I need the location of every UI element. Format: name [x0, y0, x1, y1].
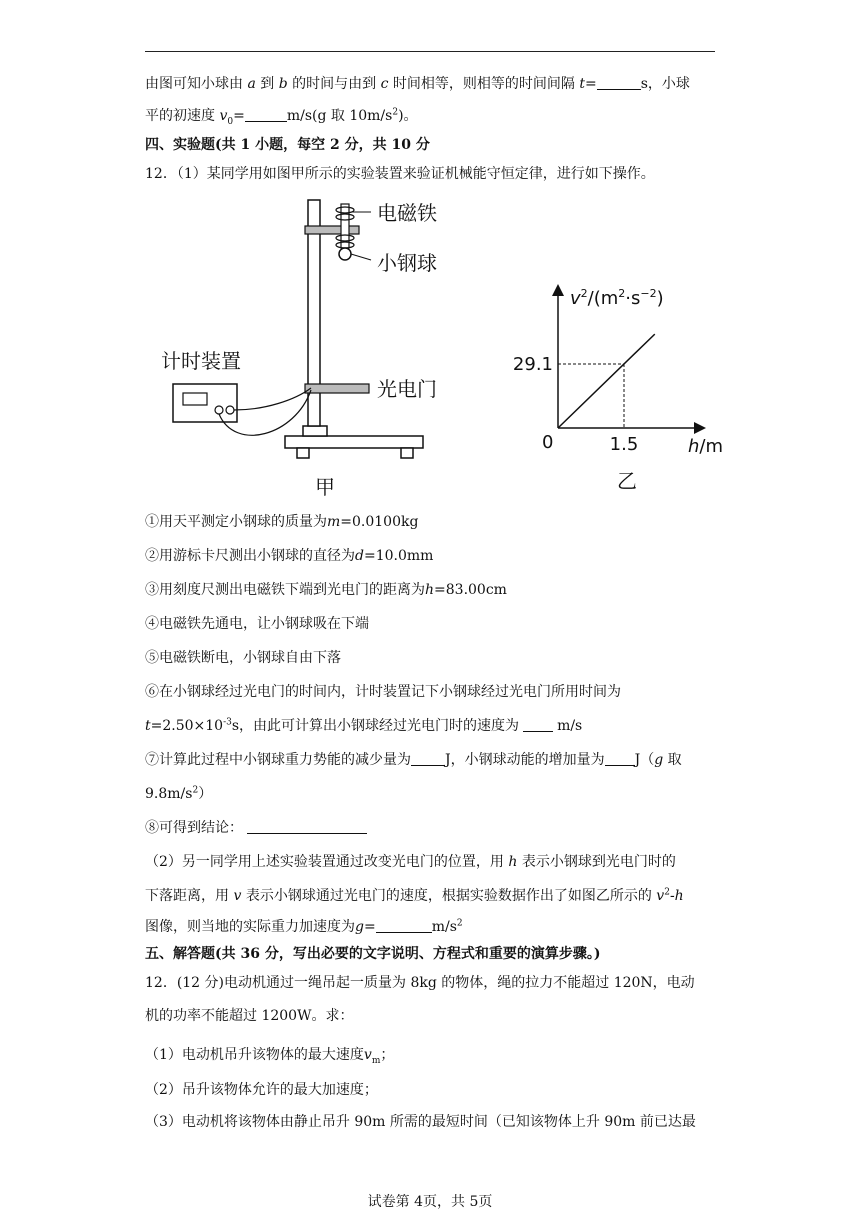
- part-2-end: 图像，则当地的实际重力加速度为$g= m/s^2$: [145, 918, 463, 935]
- photogate-arm: [305, 384, 369, 393]
- upper-arm: [305, 226, 359, 234]
- text-line-initial-velocity: 平的初速度 $v_0= m/s(g$ 取 $10m/s^2$)。: [145, 107, 418, 127]
- step-2: ②用游标卡尺测出小钢球的直径为d=10.0mm: [145, 548, 434, 564]
- timer-terminal: [215, 406, 223, 414]
- section-heading-solutions: 五、解答题(共 36 分，写出必要的文字说明、方程式和重要的演算步骤。): [145, 946, 601, 962]
- x-tick-label: 1.5: [609, 434, 639, 455]
- answer-blank[interactable]: [605, 751, 635, 766]
- page-footer: 试卷第 4页，共 5页: [367, 1194, 493, 1210]
- answer-blank[interactable]: [597, 75, 641, 90]
- x-axis-label: h/m: [688, 436, 724, 457]
- stand-foot-right: [401, 448, 413, 458]
- label-timer: 计时装置: [161, 349, 241, 373]
- answer-blank[interactable]: [411, 751, 445, 766]
- sub-question-1: （1）电动机吊升该物体的最大速度$v_m$；: [145, 1047, 395, 1066]
- step-3: ③用刻度尺测出电磁铁下端到光电门的距离为h=83.00cm: [145, 582, 507, 598]
- sub-question-2: （2）吊升该物体允许的最大加速度；: [145, 1082, 378, 1098]
- text-line-interval: 由图可知小球由 a 到 b 的时间与由到 c 时间相等，则相等的时间间隔 t= s，小球: [145, 76, 690, 92]
- step-7: ⑦计算此过程中小钢球重力势能的减少量为 J，小钢球动能的增加量为 J（g 取: [145, 752, 682, 768]
- answer-blank[interactable]: [523, 717, 553, 732]
- question-12-intro: 12．（1）某同学用如图甲所示的实验装置来验证机械能守恒定律，进行如下操作。: [145, 166, 655, 182]
- origin-label: 0: [542, 432, 554, 453]
- stand-base: [285, 436, 423, 448]
- timer-display: [183, 393, 207, 405]
- series-line: [558, 334, 655, 428]
- question-12b: 12．(12 分)电动机通过一绳吊起一质量为 8kg 的物体，绳的拉力不能超过 120N，电动: [145, 975, 695, 991]
- answer-blank[interactable]: [247, 819, 367, 834]
- label-steel-ball: 小钢球: [377, 251, 437, 275]
- section-heading-experiment: 四、实验题(共 1 小题，每空 2 分，共 10 分: [145, 137, 430, 153]
- step-4: ④电磁铁先通电，让小钢球吸在下端: [145, 616, 369, 632]
- label-electromagnet: 电磁铁: [377, 201, 437, 225]
- question-12b-cont: 机的功率不能超过 1200W。求：: [145, 1008, 354, 1024]
- stand-foot-left: [297, 448, 309, 458]
- step-6: ⑥在小钢球经过光电门的时间内，计时装置记下小钢球经过光电门所用时间为: [145, 684, 621, 700]
- steel-ball: [339, 248, 351, 260]
- caption-yi: 乙: [617, 469, 637, 493]
- answer-blank[interactable]: [245, 107, 287, 122]
- step-5: ⑤电磁铁断电，小钢球自由下落: [145, 650, 341, 666]
- sub-question-3: （3）电动机将该物体由静止吊升 90m 所需的最短时间（已知该物体上升 90m 前已达最: [145, 1114, 696, 1130]
- timer-terminal: [226, 406, 234, 414]
- figure-jia-apparatus: [145, 190, 465, 500]
- part-2: （2）另一同学用上述实验装置通过改变光电门的位置，用 h 表示小钢球到光电门时的: [145, 854, 676, 870]
- step-7-cont: $9.8m/s^2$）: [145, 785, 213, 802]
- figure-yi-chart: [512, 280, 735, 500]
- header-rule: [145, 51, 715, 52]
- caption-jia: 甲: [315, 475, 335, 499]
- step-1: ①用天平测定小钢球的质量为m=0.0100kg: [145, 514, 419, 530]
- answer-blank[interactable]: [376, 918, 432, 933]
- wire: [234, 388, 311, 410]
- stand-pole-holder: [303, 426, 327, 436]
- y-tick-label: 29.1: [512, 353, 553, 375]
- label-photogate: 光电门: [377, 377, 437, 401]
- y-axis-label: $v^2/(m^2\cdot s^{-2})$: [570, 287, 664, 309]
- step-6-cont: $t=2.50\times 10^{-3}s$，由此可计算出小钢球经过光电门时的速度为 m/s: [145, 717, 583, 734]
- part-2-cont: 下落距离，用 v 表示小钢球通过光电门的速度，根据实验数据作出了如图乙所示的 $v^2-h$: [145, 887, 684, 904]
- step-8: ⑧可得到结论：: [145, 818, 367, 838]
